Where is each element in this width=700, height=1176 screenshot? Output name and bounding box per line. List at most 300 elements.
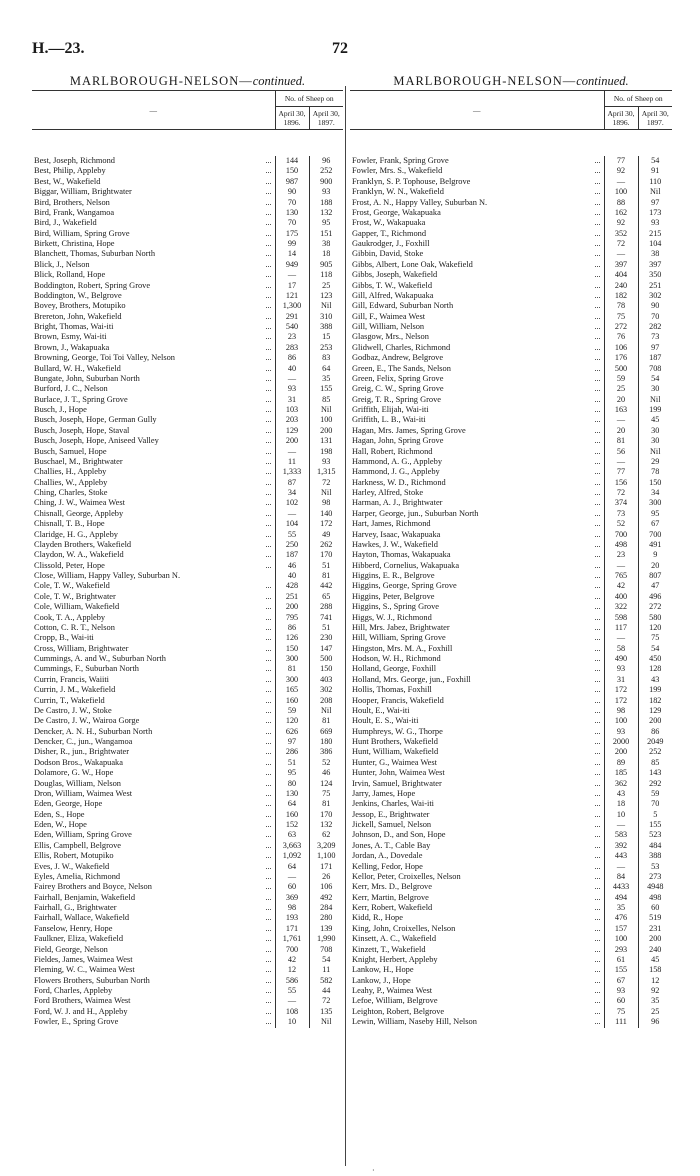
leader-dots: ... [265, 602, 272, 612]
sheep-1896: 3,663 [275, 841, 309, 851]
table-row [32, 426, 343, 436]
sheep-1896: 392 [604, 841, 638, 851]
page-identifier: H.—23. [32, 40, 85, 57]
table-row [350, 789, 672, 799]
owner-name: Challies, H., Appleby [34, 467, 107, 477]
sheep-1897: 29 [638, 457, 672, 467]
sheep-1897: 388 [638, 851, 672, 861]
leader-dots: ... [594, 695, 601, 705]
sheep-1896: 58 [604, 644, 638, 654]
owner-name: Gaukrodger, J., Foxhill [352, 239, 430, 248]
left-header-table [32, 90, 343, 130]
leader-dots: ... [265, 176, 272, 186]
sheep-1897: 215 [638, 229, 672, 239]
table-row [32, 986, 343, 996]
leader-dots: ... [265, 436, 272, 446]
sheep-1896: 72 [604, 488, 638, 498]
owner-name: Harkness, W. D., Richmond [352, 477, 446, 487]
leader-dots: ... [265, 892, 272, 902]
sheep-1897: 200 [309, 426, 343, 436]
table-row [350, 457, 672, 467]
table-row [350, 488, 672, 498]
sheep-1897: 47 [638, 581, 672, 591]
sheep-1897: Nil [638, 187, 672, 197]
table-row [350, 841, 672, 851]
sheep-1896: 81 [604, 436, 638, 446]
sheep-1896: 25 [604, 384, 638, 394]
leader-dots: ... [594, 218, 601, 228]
owner-name: Jenkins, Charles, Wai-iti [352, 799, 434, 809]
leader-dots: ... [265, 975, 272, 985]
sheep-1897: 124 [309, 779, 343, 789]
sheep-1896: 1,092 [275, 851, 309, 861]
sheep-1897: 139 [309, 924, 343, 934]
leader-dots: ... [594, 778, 601, 788]
sheep-1897: 500 [309, 654, 343, 664]
leader-dots: ... [265, 405, 272, 414]
owner-name: Brown, J., Wakapuaka [34, 342, 110, 352]
sheep-1897: 35 [638, 996, 672, 1006]
leader-dots: ... [265, 239, 272, 248]
sheep-1896: 76 [604, 332, 638, 342]
owner-name: Busch, Joseph, Hope, German Gully [34, 415, 157, 425]
table-row [350, 945, 672, 955]
sheep-1896: 70 [275, 218, 309, 228]
leader-dots: ... [594, 882, 601, 892]
leader-dots: ... [265, 384, 272, 394]
sheep-1896: 130 [275, 789, 309, 799]
table-row [350, 322, 672, 332]
sheep-1896: 987 [275, 177, 309, 187]
sheep-1896: 121 [275, 291, 309, 301]
table-row [350, 747, 672, 757]
sheep-1896: 34 [275, 488, 309, 498]
sheep-1897: 807 [638, 571, 672, 581]
sheep-1896: 46 [275, 561, 309, 571]
leader-dots: ... [265, 788, 272, 798]
sheep-1897: 386 [309, 747, 343, 757]
leader-dots: ... [594, 996, 601, 1006]
leader-dots: ... [594, 353, 601, 363]
sheep-1897: 97 [638, 198, 672, 208]
leader-dots: ... [594, 477, 601, 487]
leader-dots: ... [265, 757, 272, 767]
sheep-1896: 129 [275, 426, 309, 436]
sheep-1897: 93 [309, 187, 343, 197]
leader-dots: ... [265, 467, 272, 477]
table-row [350, 405, 672, 415]
sheep-1897: 43 [638, 675, 672, 685]
table-row [32, 976, 343, 986]
sheep-1896: 540 [275, 322, 309, 332]
leader-dots: ... [265, 249, 272, 259]
sheep-1897: 230 [309, 633, 343, 643]
leader-dots: ... [265, 280, 272, 290]
sheep-1896: 108 [275, 1007, 309, 1017]
leader-dots: ... [265, 166, 272, 176]
table-row [32, 436, 343, 446]
table-row [350, 903, 672, 913]
sheep-1897: 198 [309, 447, 343, 457]
owner-name: Cole, William, Wakefield [34, 602, 120, 612]
sheep-1896: 476 [604, 913, 638, 923]
leader-dots: ... [265, 581, 272, 591]
sheep-1896: — [275, 447, 309, 457]
table-row [350, 851, 672, 861]
sheep-1896: 193 [275, 913, 309, 923]
sheep-1896: 160 [275, 696, 309, 706]
leader-dots: ... [594, 228, 601, 238]
leader-dots: ... [594, 342, 601, 352]
sheep-1897: 253 [309, 343, 343, 353]
owner-name: Field, George, Nelson [34, 944, 108, 954]
leader-dots: ... [265, 259, 272, 269]
table-row [350, 249, 672, 259]
leader-dots: ... [265, 425, 272, 435]
table-row [32, 602, 343, 612]
owner-name: Ellis, Robert, Motupiko [34, 851, 114, 861]
owner-name: Knight, Herbert, Appleby [352, 954, 438, 964]
owner-name: Ford, Charles, Appleby [34, 986, 113, 995]
owner-name: Bullard, W. H., Wakefield [34, 363, 121, 373]
sheep-1896: 117 [604, 623, 638, 633]
sheep-1897: 100 [309, 415, 343, 425]
leader-dots: ... [594, 923, 601, 933]
table-row [350, 913, 672, 923]
sheep-1896: 55 [275, 986, 309, 996]
table-row [350, 727, 672, 737]
sheep-1897: 251 [638, 281, 672, 291]
sheep-1897: 200 [638, 934, 672, 944]
leader-dots: ... [594, 757, 601, 767]
leader-dots: ... [594, 197, 601, 207]
sheep-1896: 374 [604, 498, 638, 508]
left-column [32, 72, 343, 1028]
leader-dots: ... [265, 342, 272, 352]
owner-name: Hill, William, Spring Grove [352, 633, 446, 643]
table-row [32, 592, 343, 602]
sheep-1896: — [275, 996, 309, 1006]
sheep-1897: Nil [309, 706, 343, 716]
sheep-1896: 163 [604, 405, 638, 415]
owner-name: Clissold, Peter, Hope [34, 560, 105, 570]
owner-name: Cross, William, Brightwater [34, 643, 129, 653]
owner-name: Godbaz, Andrew, Belgrove [352, 353, 444, 363]
sheep-1897: 397 [638, 260, 672, 270]
leader-dots: ... [265, 353, 272, 363]
sheep-1897: 491 [638, 540, 672, 550]
table-row [32, 955, 343, 965]
sheep-1897: 143 [638, 768, 672, 778]
sheep-1897: 25 [638, 1007, 672, 1017]
sheep-1896: — [604, 249, 638, 259]
owner-name: Douglas, William, Nelson [34, 778, 121, 788]
sheep-1896: 598 [604, 613, 638, 623]
table-row [350, 229, 672, 239]
owner-name: Fairhall, Benjamin, Wakefield [34, 892, 136, 902]
leader-dots: ... [594, 726, 601, 736]
table-row [32, 550, 343, 560]
owner-name: Brereton, John, Wakefield [34, 311, 122, 321]
leader-dots: ... [265, 695, 272, 705]
leader-dots: ... [594, 654, 601, 663]
leader-dots: ... [594, 436, 601, 446]
sheep-1896: 81 [275, 664, 309, 674]
right-header-name-dash: — [350, 91, 604, 130]
sheep-1897: 580 [638, 613, 672, 623]
leader-dots: ... [265, 799, 272, 809]
table-row [32, 561, 343, 571]
sheep-1896: 494 [604, 893, 638, 903]
owner-name: Johnson, D., and Son, Hope [352, 830, 446, 840]
leader-dots: ... [594, 913, 601, 923]
sheep-1897: 81 [309, 716, 343, 726]
sheep-1896: 102 [275, 498, 309, 508]
sheep-1896: 23 [275, 332, 309, 342]
sheep-1897: 60 [638, 903, 672, 913]
sheep-1897: 442 [309, 581, 343, 591]
owner-name: Dron, William, Waimea West [34, 788, 133, 798]
left-heading-title: MARLBOROUGH-NELSON— [69, 74, 253, 88]
leader-dots: ... [265, 456, 272, 466]
leader-dots: ... [265, 270, 272, 280]
sheep-1896: — [604, 820, 638, 830]
table-row [32, 675, 343, 685]
leader-dots: ... [594, 1006, 601, 1016]
sheep-1896: 500 [604, 364, 638, 374]
table-row [32, 696, 343, 706]
leader-dots: ... [265, 394, 272, 404]
leader-dots: ... [594, 830, 601, 840]
sheep-1897: 46 [309, 768, 343, 778]
sheep-1896: 55 [275, 530, 309, 540]
leader-dots [250, 571, 275, 581]
owner-name: Cole, T. W., Wakefield [34, 581, 110, 591]
sheep-1897: 93 [309, 457, 343, 467]
leader-dots: ... [265, 508, 272, 518]
table-row [350, 882, 672, 892]
table-row [32, 364, 343, 374]
sheep-1897: 49 [309, 530, 343, 540]
table-row [350, 187, 672, 197]
sheep-1897: 30 [638, 426, 672, 436]
owner-name: Hibberd, Cornelius, Wakapuaka [352, 560, 460, 570]
table-row [350, 893, 672, 903]
sheep-1897: 30 [638, 436, 672, 446]
sheep-1897: 292 [638, 779, 672, 789]
sheep-1897: 496 [638, 592, 672, 602]
table-row [350, 1007, 672, 1017]
table-row [350, 810, 672, 820]
owner-name: Frost, W., Wakapuaka [352, 218, 426, 228]
sheep-1897: 72 [309, 996, 343, 1006]
sheep-1896: 4433 [604, 882, 638, 892]
sheep-1896: 176 [604, 353, 638, 363]
leader-dots: ... [265, 560, 272, 570]
leader-dots: ... [594, 207, 601, 217]
owner-name: Holland, Mrs. George, jun., Foxhill [352, 674, 471, 684]
owner-name: Cotton, C. R. T., Nelson [34, 622, 115, 632]
owner-name: Ching, J. W., Waimea West [34, 498, 125, 508]
owner-name: Eves, J. W., Wakefield [34, 861, 110, 871]
leader-dots: ... [265, 1017, 272, 1027]
sheep-1897: 252 [309, 166, 343, 176]
owner-name: Currin, Francis, Waiiti [34, 674, 110, 684]
sheep-1896: 67 [604, 976, 638, 986]
leader-dots: ... [265, 322, 272, 331]
table-row [350, 820, 672, 830]
sheep-1897: 182 [638, 696, 672, 706]
table-row [32, 820, 343, 830]
sheep-1896: 78 [604, 301, 638, 311]
owner-name: Greig, C. W., Spring Grove [352, 384, 444, 394]
sheep-1897: Nil [309, 405, 343, 415]
leader-dots: ... [265, 332, 272, 342]
owner-name: Hunter, John, Waimea West [352, 768, 445, 778]
sheep-1896: 98 [275, 903, 309, 913]
sheep-1896: 293 [604, 945, 638, 955]
sheep-1897: 78 [638, 467, 672, 477]
table-row [32, 571, 343, 581]
leader-dots: ... [594, 519, 601, 529]
sheep-1897: 150 [638, 478, 672, 488]
owner-name: Greig, T. R., Spring Grove [352, 394, 442, 404]
sheep-1897: 54 [638, 156, 672, 166]
sheep-1897: 700 [638, 530, 672, 540]
sheep-1896: 40 [275, 364, 309, 374]
sheep-1897: 62 [309, 830, 343, 840]
sheep-1897: 86 [638, 727, 672, 737]
sheep-1897: 45 [638, 415, 672, 425]
sheep-1897: 26 [309, 872, 343, 882]
table-row [32, 218, 343, 228]
sheep-1897: 44 [309, 986, 343, 996]
sheep-1896: 1,761 [275, 934, 309, 944]
sheep-1896: 949 [275, 260, 309, 270]
sheep-1896: 362 [604, 779, 638, 789]
owner-name: Lankow, H., Hope [352, 965, 414, 975]
table-row [350, 758, 672, 768]
owner-name: Gapper, T., Richmond [352, 228, 427, 238]
table-row [32, 758, 343, 768]
table-row [350, 768, 672, 778]
leader-dots: ... [594, 373, 601, 383]
sheep-1896: 182 [604, 291, 638, 301]
sheep-1896: 18 [604, 799, 638, 809]
leader-dots: ... [265, 882, 272, 892]
table-row [32, 882, 343, 892]
table-row [350, 467, 672, 477]
owner-name: Fairhall, G., Brightwater [34, 903, 117, 912]
table-row [350, 519, 672, 529]
table-row [350, 779, 672, 789]
owner-name: Leighton, Robert, Belgrove [352, 1006, 445, 1016]
sheep-1897: 92 [638, 986, 672, 996]
leader-dots: ... [594, 311, 601, 321]
table-row [350, 395, 672, 405]
sheep-1896: 64 [275, 862, 309, 872]
sheep-1897: 4948 [638, 882, 672, 892]
sheep-1897: 12 [638, 976, 672, 986]
sheep-1896: 322 [604, 602, 638, 612]
owner-name: Claridge, H. G., Appleby [34, 529, 118, 539]
table-row [32, 405, 343, 415]
sheep-1896: 51 [275, 758, 309, 768]
table-row [350, 291, 672, 301]
table-row [32, 945, 343, 955]
owner-name: Birkett, Christina, Hope [34, 239, 115, 248]
owner-name: Best, Philip, Appleby [34, 166, 106, 176]
left-header-name-dash: — [32, 91, 275, 130]
owner-name: Hammond, J. G., Appleby [352, 467, 440, 477]
sheep-1897: 129 [638, 706, 672, 716]
table-row [350, 696, 672, 706]
leader-dots: ... [265, 674, 272, 684]
sheep-1896: 80 [275, 779, 309, 789]
leader-dots: ... [265, 726, 272, 736]
sheep-1897: 123 [309, 291, 343, 301]
table-row [32, 249, 343, 259]
sheep-1897: 54 [309, 955, 343, 965]
table-row [350, 602, 672, 612]
table-row [350, 509, 672, 519]
sheep-1897: 131 [309, 436, 343, 446]
right-header-group: No. of Sheep on [604, 91, 672, 107]
sheep-1896: 369 [275, 893, 309, 903]
sheep-1896: 152 [275, 820, 309, 830]
right-data-table [350, 156, 672, 1028]
table-row [32, 177, 343, 187]
table-row [32, 488, 343, 498]
owner-name: Bird, William, Spring Grove [34, 228, 130, 238]
sheep-1897: 95 [638, 509, 672, 519]
table-row [350, 654, 672, 664]
owner-name: Challies, W., Appleby [34, 477, 108, 487]
table-row [350, 260, 672, 270]
owner-name: Fleming, W. C., Waimea West [34, 965, 135, 975]
owner-name: Hill, Mrs. Jabez, Brightwater [352, 622, 450, 632]
sheep-1896: 52 [604, 519, 638, 529]
sheep-1896: 150 [275, 166, 309, 176]
owner-name: Higgs, W. J., Richmond [352, 612, 432, 622]
left-header-1897: April 30, 1897. [309, 107, 343, 130]
table-row [350, 281, 672, 291]
sheep-1897: Nil [309, 1017, 343, 1027]
sheep-1896: 77 [604, 467, 638, 477]
leader-dots: ... [265, 851, 272, 861]
owner-name: Cummings, A. and W., Suburban North [34, 654, 166, 663]
owner-name: Holland, George, Foxhill [352, 664, 437, 674]
table-row [32, 353, 343, 363]
sheep-1897: 81 [309, 799, 343, 809]
table-row [350, 872, 672, 882]
sheep-1896: 700 [275, 945, 309, 955]
sheep-1896: 156 [604, 478, 638, 488]
leader-dots: ... [594, 851, 601, 861]
table-row [32, 913, 343, 923]
sheep-1897: 64 [309, 364, 343, 374]
sheep-1896: 92 [604, 218, 638, 228]
left-header-group: No. of Sheep on [275, 91, 343, 107]
sheep-1896: 93 [604, 727, 638, 737]
sheep-1897: 519 [638, 913, 672, 923]
leader-dots: ... [594, 488, 601, 497]
sheep-1896: 84 [604, 872, 638, 882]
leader-dots: ... [265, 519, 272, 529]
owner-name: Dencker, A. N. H., Suburban North [34, 726, 153, 736]
table-row [32, 467, 343, 477]
sheep-1897: 172 [309, 519, 343, 529]
